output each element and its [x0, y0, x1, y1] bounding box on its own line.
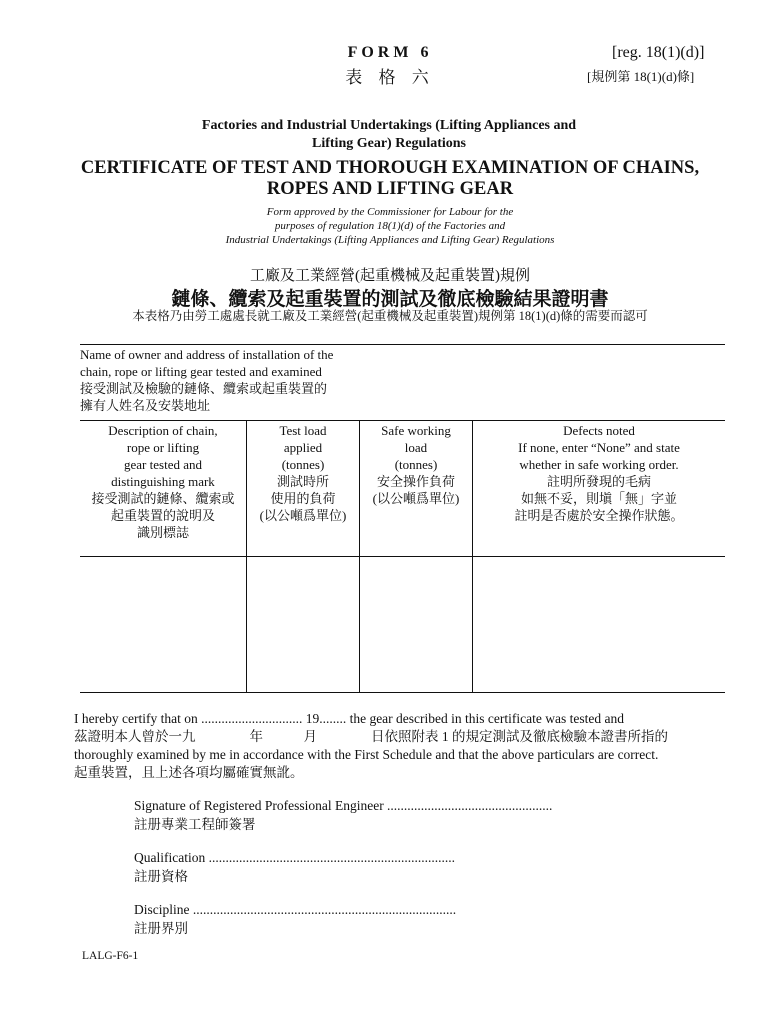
discipline-field[interactable]: [134, 900, 456, 938]
owner-field-label: 擁有人姓名及安裝地址: [80, 398, 211, 413]
form-title-zh: 表 格 六: [345, 68, 435, 87]
owner-field-label: Name of owner and address of installation of the: [80, 347, 334, 362]
column-header-line: 註明所發現的毛病: [546, 474, 651, 489]
qualification-field[interactable]: [134, 848, 455, 886]
column-header-line: rope or lifting: [126, 440, 200, 455]
approval-note-line: purposes of regulation 18(1)(d) of the Factories and: [274, 220, 506, 232]
entry-cell-test-load[interactable]: [247, 557, 358, 691]
approval-note-zh: 本表格乃由勞工處處長就工廠及工業經營(起重機械及起重裝置)規例第 18(1)(d)條的需要而認可: [132, 309, 648, 323]
owner-field-bottom-rule: [80, 420, 725, 421]
approval-note-line: Industrial Undertakings (Lifting Appliances and Lifting Gear) Regulations: [225, 234, 555, 246]
entry-cell-defects[interactable]: [473, 557, 725, 691]
column-header-defects: [474, 422, 724, 524]
column-header-line: (tonnes): [281, 457, 325, 472]
column-header-line: 使用的負荷: [270, 491, 336, 506]
column-header-line: distinguishing mark: [111, 474, 215, 489]
qualification-label: Qualification .........................................................................: [134, 850, 455, 865]
regulation-title-zh: 工廠及工業經營(起重機械及起重裝置)規例: [250, 268, 530, 284]
column-header-line: 接受測試的鏈條、纜索或: [91, 491, 235, 506]
column-header-line: gear tested and: [124, 457, 202, 472]
column-header-line: Safe working: [381, 423, 451, 438]
column-header-line: Description of chain,: [108, 423, 218, 438]
column-header-line: 如無不妥，則塡「無」字並: [520, 491, 677, 506]
table-top-rule: [80, 344, 725, 345]
column-header-line: applied: [283, 440, 323, 455]
column-header-line: (以公噸爲單位): [259, 508, 347, 523]
column-header-safe-working-load: [360, 422, 472, 507]
signature-field[interactable]: [134, 796, 552, 834]
certificate-title-zh: 鏈條、纜索及起重裝置的測試及徹底檢驗結果證明書: [171, 289, 609, 310]
regulation-title: [150, 117, 628, 153]
column-header-line: 安全操作負荷: [376, 474, 455, 489]
column-header-line: whether in safe working order.: [519, 457, 679, 472]
form-title: FORM 6: [347, 44, 433, 61]
signature-label-zh: 註册專業工程師簽署: [134, 817, 256, 832]
certification-line: I hereby certify that on .............................. 19........ the gear described in this certificate was tested and: [74, 711, 624, 726]
column-header-line: (以公噸爲單位): [372, 491, 460, 506]
certification-line: thoroughly examined by me in accordance with the First Schedule and that the above particulars are correct.: [74, 747, 659, 762]
column-header-test-load: [247, 422, 359, 524]
owner-field-label: chain, rope or lifting gear tested and examined: [80, 364, 322, 379]
certification-line: 起重裝置，且上述各項均屬確實無訛。: [74, 765, 304, 780]
approval-note: [170, 205, 610, 247]
entry-cell-description[interactable]: [80, 557, 245, 691]
certificate-title-line: CERTIFICATE OF TEST AND THOROUGH EXAMINATION OF CHAINS,: [80, 158, 700, 178]
column-header-line: If none, enter “None” and state: [518, 440, 680, 455]
column-header-line: 註明是否處於安全操作狀態。: [514, 508, 684, 523]
column-header-line: 起重裝置的說明及: [110, 508, 215, 523]
certification-line: 茲證明本人曾於一九 年 月 日依照附表 1 的規定測試及徹底檢驗本證書所指的: [74, 729, 668, 744]
column-header-line: Test load: [279, 423, 327, 438]
certificate-title: [60, 158, 720, 200]
column-header-line: (tonnes): [394, 457, 438, 472]
discipline-label: Discipline ..............................................................................: [134, 902, 457, 917]
signature-label: Signature of Registered Professional Engineer .................................................: [134, 798, 553, 813]
owner-field-label: 接受測試及檢驗的鏈條、纜索或起重裝置的: [80, 381, 328, 396]
column-header-line: load: [404, 440, 428, 455]
regulation-reference: [reg. 18(1)(d)]: [612, 44, 705, 61]
entry-cell-safe-working-load[interactable]: [360, 557, 471, 691]
approval-note-line: Form approved by the Commissioner for Labour for the: [266, 206, 514, 218]
regulation-title-line: Lifting Gear) Regulations: [312, 136, 466, 151]
table-bottom-rule: [80, 692, 725, 693]
column-header-line: 測試時所: [276, 474, 329, 489]
qualification-label-zh: 註册資格: [134, 869, 188, 884]
column-header-line: Defects noted: [563, 423, 635, 438]
owner-address-field[interactable]: [80, 346, 333, 414]
discipline-label-zh: 註册界別: [134, 921, 188, 936]
column-header-description: [80, 422, 246, 541]
regulation-title-line: Factories and Industrial Undertakings (Lifting Appliances and: [201, 118, 577, 133]
certificate-title-line: ROPES AND LIFTING GEAR: [266, 179, 514, 199]
column-header-line: 識別標誌: [136, 525, 189, 540]
form-code: LALG-F6-1: [82, 950, 139, 962]
regulation-reference-zh: [規例第 18(1)(d)條]: [587, 69, 695, 84]
certification-statement: [74, 710, 668, 782]
